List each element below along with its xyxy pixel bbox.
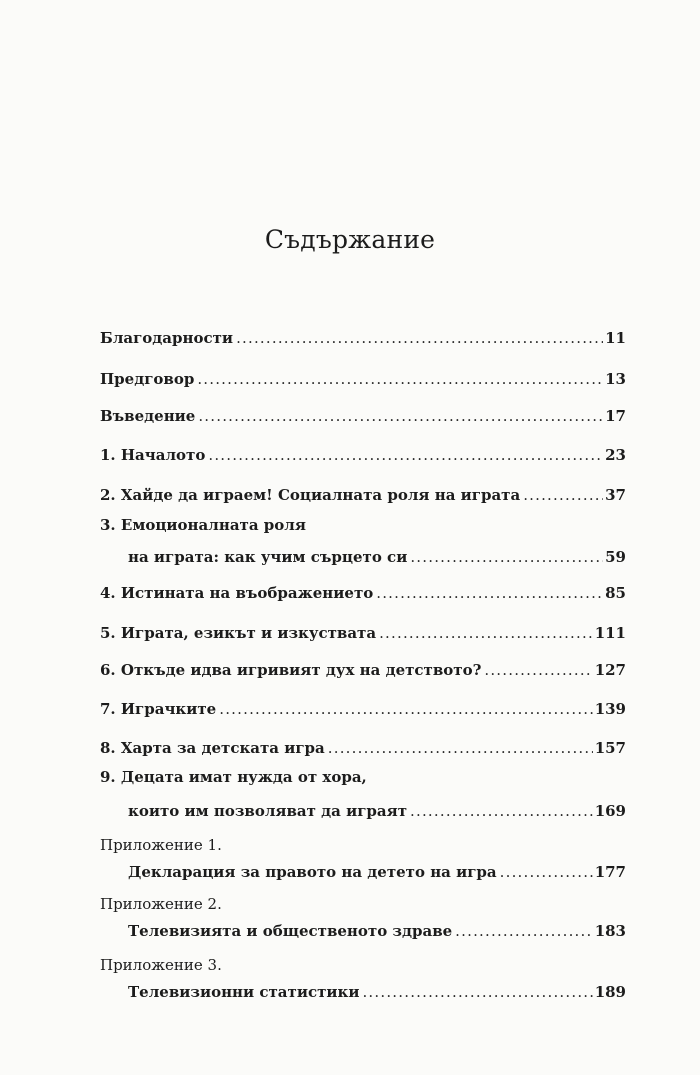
toc-entry-title-line1: 3. Емоционалната роля [100,516,306,534]
toc-entry-title: Телевизионни статистики [128,983,360,1001]
toc-line [100,624,626,642]
toc-entry-title: на играта: как учим сърцето си [128,548,408,566]
dot-leader [198,407,603,425]
toc-page-number: 127 [594,661,626,679]
toc-page-number: 139 [594,700,626,718]
toc-page-number: 59 [605,548,626,566]
dot-leader [410,802,593,820]
toc-entry-title: Благодарности [100,329,234,347]
appendix-prefix: Приложение 3. [100,956,222,974]
toc-line [128,863,626,881]
toc-entry [100,653,626,679]
dot-leader [236,329,603,347]
toc-entry [100,362,626,388]
toc-page-number: 169 [594,802,626,820]
toc-entry-title: 2. Хайде да играем! Социалната роля на играта [100,486,521,504]
toc-entry-title: 7. Играчките [100,700,217,718]
toc-line [100,661,626,679]
toc-entry-title: 1. Началото [100,446,206,464]
toc-page-number: 23 [605,446,626,464]
toc-line [128,983,626,1001]
toc-appendix [100,836,626,881]
toc-entry [100,438,626,464]
toc-line [100,739,626,757]
dot-leader [500,863,593,881]
toc-line [128,802,626,820]
toc-entry [100,321,626,347]
toc-entry-title: 8. Харта за детската игра [100,739,325,757]
appendix-prefix: Приложение 2. [100,895,222,913]
toc-entry [100,731,626,757]
toc-page-number: 85 [605,584,626,602]
toc-entry [100,514,626,566]
toc-line [100,700,626,718]
toc-entry-title: Телевизията и общественото здраве [128,922,453,940]
toc-page-number: 183 [594,922,626,940]
dot-leader [379,624,593,642]
page-title: Съдържание [264,225,436,254]
toc-entry-title: Предговор [100,370,195,388]
toc-page-number: 37 [605,486,626,504]
dot-leader [208,446,603,464]
toc-entry-title: 4. Истината на въображението [100,584,374,602]
toc-entry-title: 6. Откъде идва игривият дух на детството? [100,661,482,679]
toc-page-number: 177 [594,863,626,881]
toc-entry-title-line1: 9. Децата имат нужда от хора, [100,768,367,786]
toc-line [100,329,626,347]
toc-page-number: 111 [594,624,626,642]
toc-entry-title: Декларация за правото на детето на игра [128,863,497,881]
dot-leader [362,983,592,1001]
dot-leader [328,739,593,757]
toc-appendix [100,956,626,1001]
dot-leader [197,370,603,388]
toc-entry [100,692,626,718]
toc-page-number: 157 [594,739,626,757]
dot-leader [410,548,603,566]
toc-entry-title: които им позволяват да играят [128,802,408,820]
toc-line [100,407,626,425]
toc-entry [100,399,626,425]
appendix-prefix: Приложение 1. [100,836,222,854]
dot-leader [484,661,592,679]
dot-leader [455,922,593,940]
toc-appendix [100,895,626,940]
toc-entry [100,576,626,602]
dot-leader [523,486,603,504]
toc-line [100,486,626,504]
toc-line [128,922,626,940]
toc-page-number: 17 [605,407,626,425]
toc-entry-title: 5. Играта, езикът и изкуствата [100,624,377,642]
toc-entry [100,478,626,504]
toc-entry-title: Въведение [100,407,196,425]
toc-page-number: 11 [605,329,626,347]
toc-page-number: 13 [605,370,626,388]
toc-page-number: 189 [594,983,626,1001]
toc-entry [100,766,626,820]
toc-line [100,446,626,464]
toc-line [128,548,626,566]
toc-entry [100,616,626,642]
toc-line [100,370,626,388]
toc-line [100,584,626,602]
dot-leader [376,584,603,602]
dot-leader [219,700,592,718]
